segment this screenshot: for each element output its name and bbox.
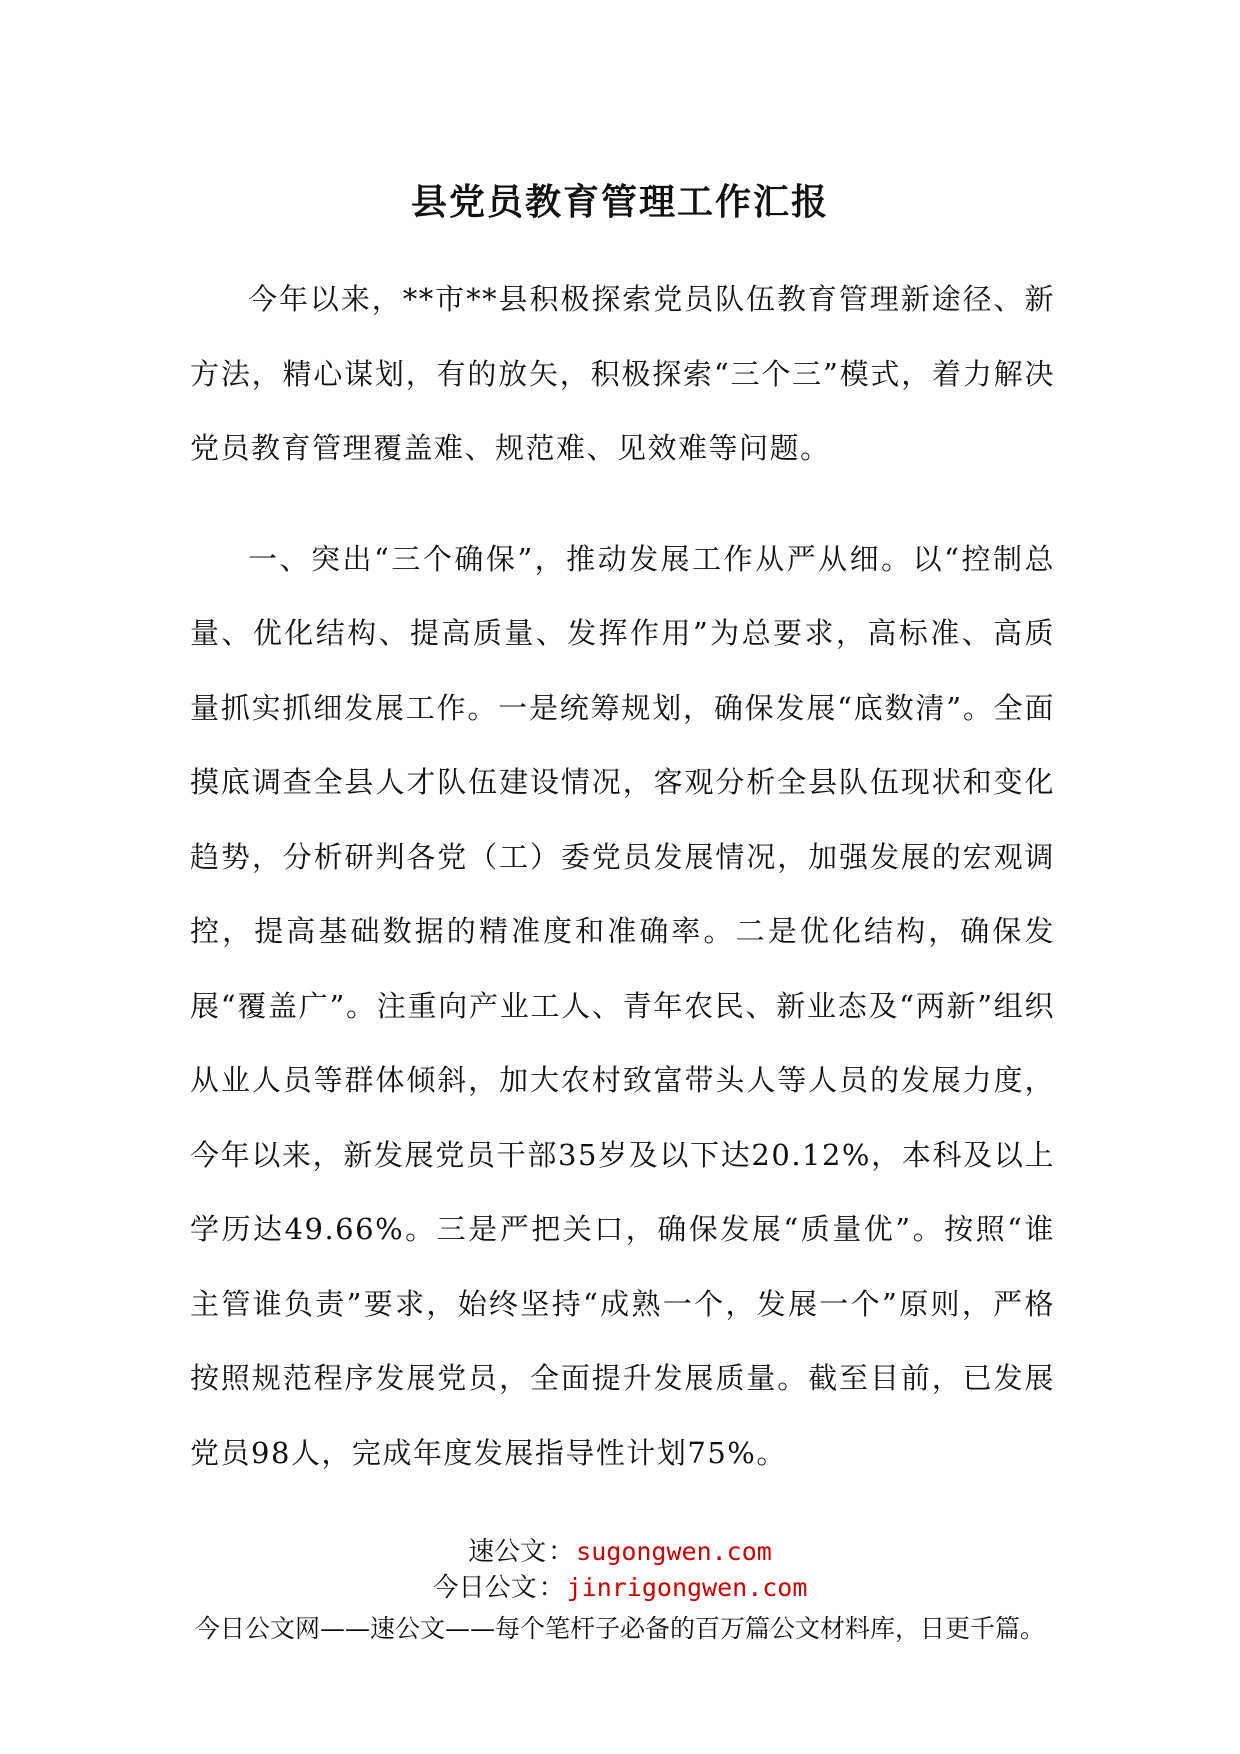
footer-line-sugongwen bbox=[0, 1534, 1240, 1570]
footer-line-jinrigongwen bbox=[0, 1570, 1240, 1606]
sugongwen-link[interactable]: sugongwen.com bbox=[576, 1537, 772, 1566]
document-body bbox=[190, 262, 1055, 1490]
footer-label-jinrigongwen: 今日公文 bbox=[432, 1573, 537, 1603]
intro-paragraph: 今年以来，**市**县积极探索党员队伍教育管理新途径、新方法，精心谋划，有的放矢，积极探索“三个三”模式，着力解决党员教育管理覆盖难、规范难、见效难等问题。 bbox=[190, 282, 1055, 465]
footer bbox=[0, 1534, 1240, 1646]
footer-tagline: 今日公文网——速公文——每个笔杆子必备的百万篇公文材料库，日更千篇。 bbox=[194, 1614, 1045, 1643]
footer-separator: ： bbox=[548, 1537, 575, 1567]
section-one-paragraph: 一、突出“三个确保”，推动发展工作从严从细。以“控制总量、优化结构、提高质量、发挥作用”为总要求，高标准、高质量抓实抓细发展工作。一是统筹规划，确保发展“底数清”。全面摸底调查全县人才队伍建设情况，客观分析全县队伍现状和变化趋势，分析研判各党（工）委党员发展情况，加强发展的宏观调控，提高基础数据的精准度和准确率。二是优化结构，确保发展“覆盖广”。注重向产业工人、青年农民、新业态及“两新”组织从业人员等群体倾斜，加大农村致富带头人等人员的发展力度，今年以来，新发展党员干部35岁及以下达20.12%，本科及以上学历达49.66%。三是严把关口，确保发展“质量优”。按照“谁主管谁负责”要求，始终坚持“成熟一个，发展一个”原则，严格按照规范程序发展党员，全面提升发展质量。截至目前，已发展党员98人，完成年度发展指导性计划75%。 bbox=[190, 541, 1055, 1470]
document-title: 县党员教育管理工作汇报 bbox=[410, 181, 829, 223]
jinrigongwen-link[interactable]: jinrigongwen.com bbox=[566, 1573, 808, 1602]
footer-label-sugongwen: 速公文 bbox=[468, 1537, 547, 1567]
footer-separator: ： bbox=[538, 1573, 565, 1603]
